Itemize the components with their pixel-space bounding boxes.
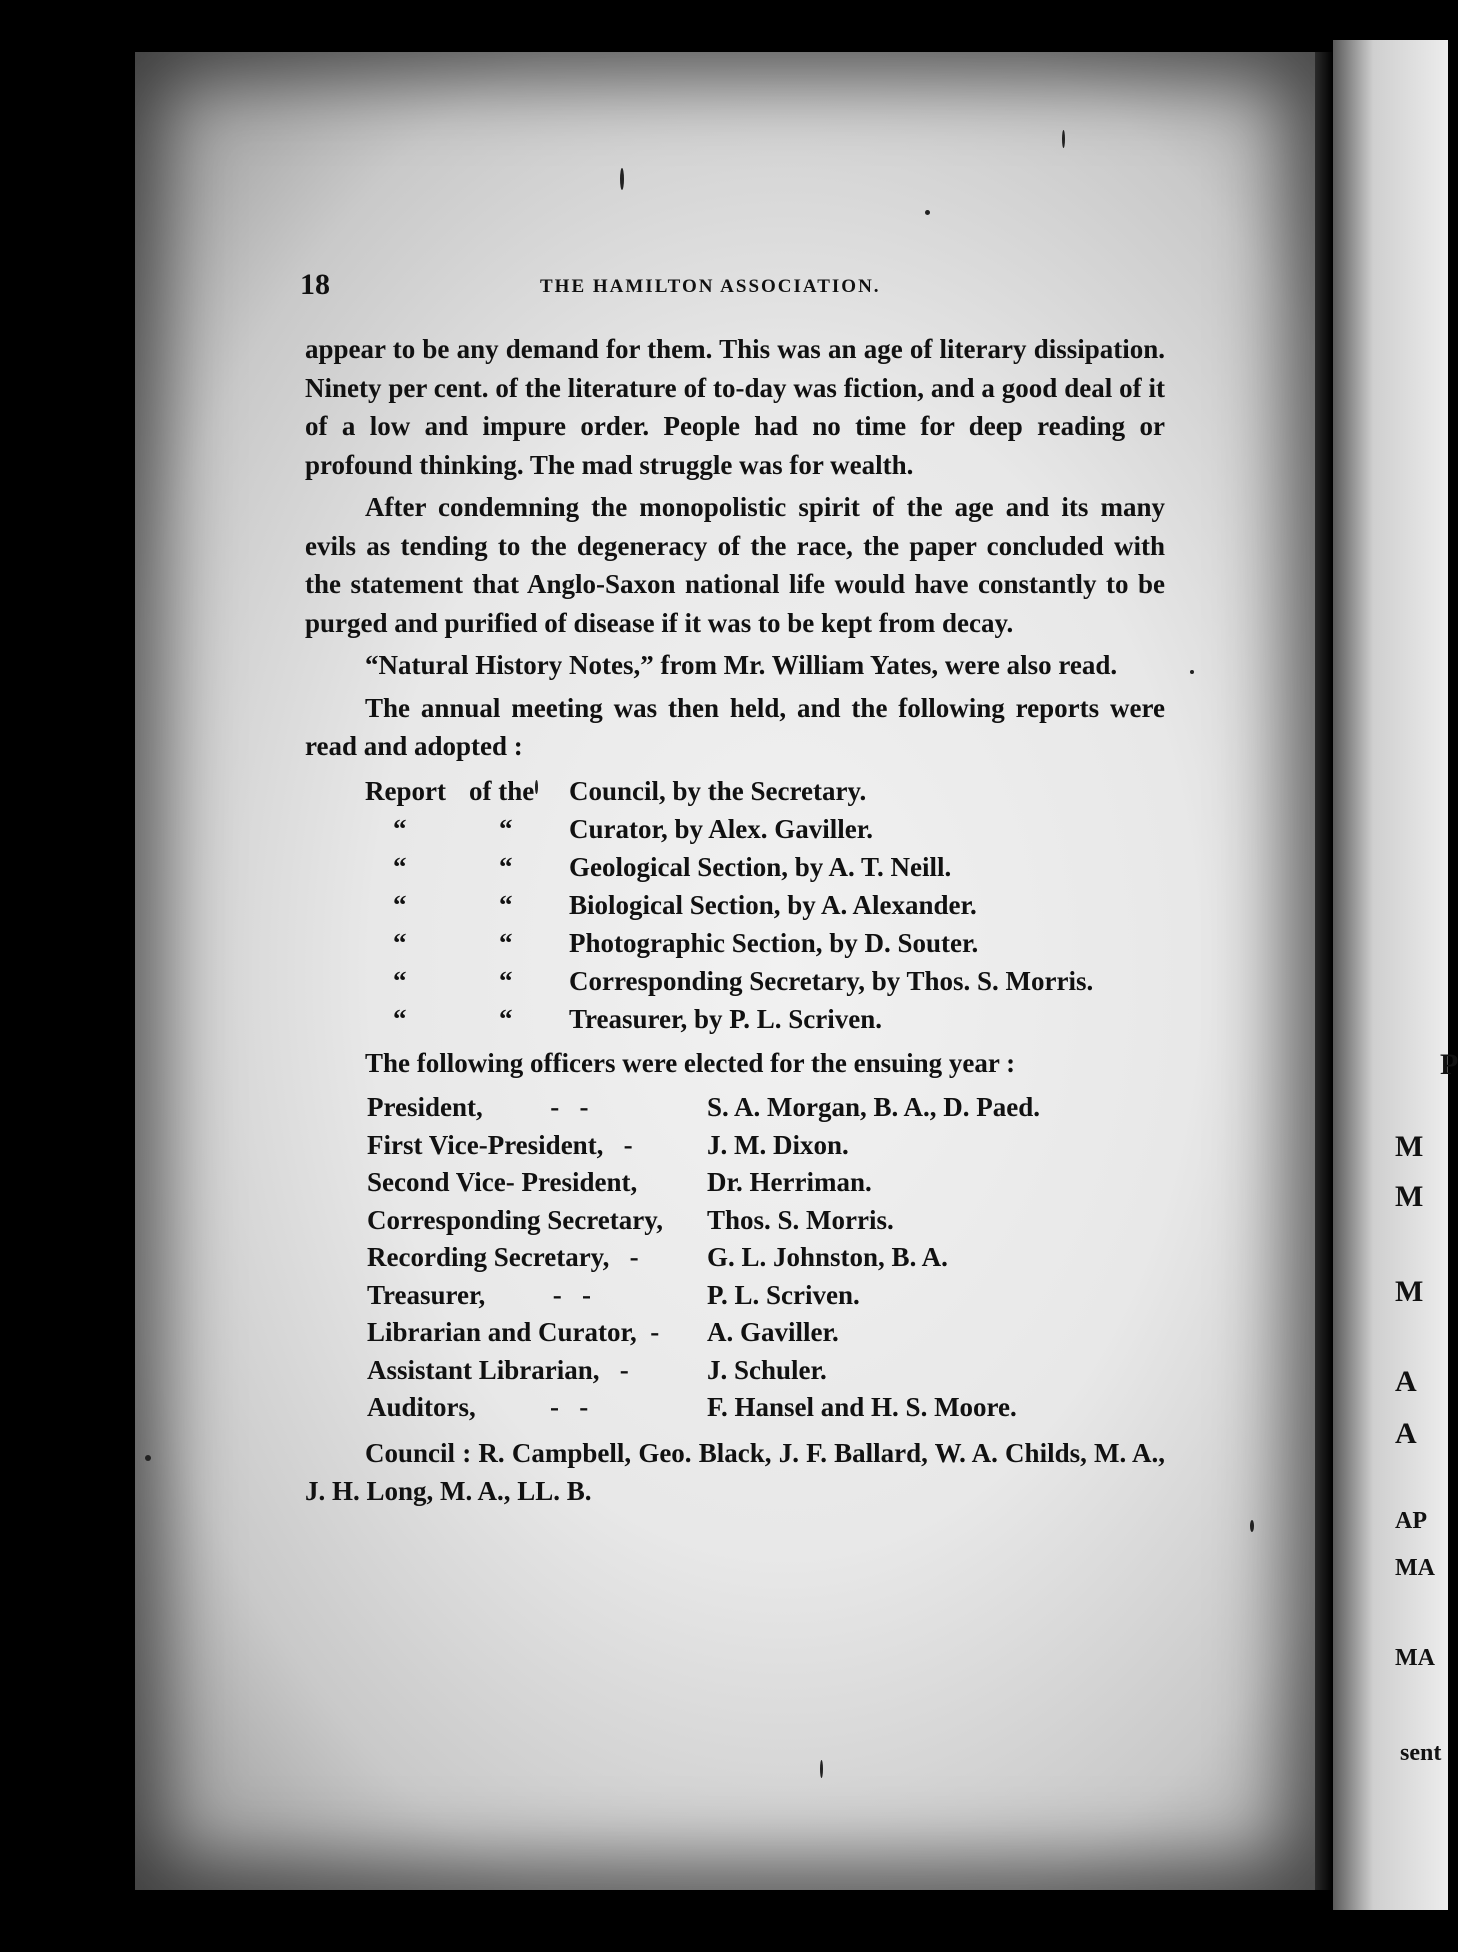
officer-title: Corresponding Secretary, xyxy=(367,1204,663,1235)
officer-row xyxy=(367,1388,1165,1426)
officer-name: F. Hansel and H. S. Moore. xyxy=(707,1392,1017,1422)
report-col-b: of the xyxy=(469,775,535,806)
officer-name: A. Gaviller. xyxy=(707,1317,839,1347)
report-row xyxy=(365,848,1165,886)
officer-name: G. L. Johnston, B. A. xyxy=(707,1242,948,1272)
paragraph: After condemning the monopolistic spirit of the age and its many evils as tending to the degeneracy of the race, the paper concluded with the statement that Anglo-Saxon national life would have constantly to be purged and purified of disease if it was to be kept from decay. xyxy=(305,492,1165,638)
report-col-c: Geological Section, by A. T. Neill. xyxy=(569,851,952,882)
officer-row xyxy=(367,1126,1165,1164)
report-row xyxy=(365,772,1165,810)
running-head: THE HAMILTON ASSOCIATION. xyxy=(540,276,881,297)
officer-title: President, - - xyxy=(367,1092,589,1122)
ditto-mark: “ xyxy=(393,813,407,844)
report-col-c: Photographic Section, by D. Souter. xyxy=(569,927,979,958)
edge-letter: MA xyxy=(1395,1555,1435,1581)
scan-speck xyxy=(620,168,624,190)
report-col-c: Curator, by Alex. Gaviller. xyxy=(569,813,874,844)
edge-letter: P xyxy=(1440,1048,1458,1081)
officer-row xyxy=(367,1313,1165,1351)
scan-speck xyxy=(1250,1520,1254,1532)
officer-name: J. M. Dixon. xyxy=(707,1129,849,1160)
report-col-a: Report xyxy=(365,775,446,806)
scan-speck xyxy=(1062,130,1065,148)
edge-letter: A xyxy=(1395,1417,1417,1450)
officer-title: Assistant Librarian, - xyxy=(367,1354,629,1385)
facing-page-edge xyxy=(1333,40,1448,1910)
ditto-mark: “ xyxy=(499,927,513,958)
edge-letter: M xyxy=(1395,1275,1424,1308)
officer-row xyxy=(367,1163,1165,1201)
officer-row xyxy=(367,1276,1165,1314)
officer-name: J. Schuler. xyxy=(707,1354,827,1385)
scan-speck xyxy=(145,1455,151,1461)
page-gutter xyxy=(1315,52,1333,1890)
edge-letter: AP xyxy=(1395,1508,1427,1534)
officer-title: Recording Secretary, - xyxy=(367,1242,639,1272)
edge-letter: M xyxy=(1395,1180,1424,1213)
paragraph: appear to be any demand for them. This was an age of literary dissipation. Ninety per cent. of the literature of to-day was fiction, and a good deal of it of a low and impure order. People had no time for deep reading or profound thinking. The mad struggle was for wealth. xyxy=(305,334,1165,480)
ditto-mark: “ xyxy=(393,1003,407,1034)
officer-title: Treasurer, - - xyxy=(367,1279,591,1310)
scan-speck xyxy=(1190,670,1194,674)
council-paragraph: Council : R. Campbell, Geo. Black, J. F. Ballard, W. A. Childs, M. A., J. H. Long, M. A., LL. B. xyxy=(305,1437,1165,1506)
ditto-mark: “ xyxy=(499,851,513,882)
page-header xyxy=(300,268,1170,308)
report-row xyxy=(365,924,1165,962)
ditto-mark: “ xyxy=(393,851,407,882)
reports-list xyxy=(365,772,1165,1038)
officer-row xyxy=(367,1201,1165,1239)
paragraph: “Natural History Notes,” from Mr. William Yates, were also read. xyxy=(365,650,1118,680)
officers-intro: The following officers were elected for the ensuing year : xyxy=(365,1047,1016,1078)
page-number: 18 xyxy=(300,268,330,301)
report-row xyxy=(365,962,1165,1000)
officer-row xyxy=(367,1088,1165,1126)
report-row xyxy=(365,886,1165,924)
paragraph: The annual meeting was then held, and the following reports were read and adopted : xyxy=(305,692,1165,761)
officers-table xyxy=(367,1088,1165,1426)
page-body xyxy=(305,330,1165,1538)
ditto-mark: “ xyxy=(499,813,513,844)
report-row xyxy=(365,810,1165,848)
officer-title: Librarian and Curator, - xyxy=(367,1317,660,1347)
report-col-c: Council, by the Secretary. xyxy=(569,775,867,806)
ditto-mark: “ xyxy=(393,927,407,958)
ditto-mark: “ xyxy=(393,965,407,996)
edge-letter: M xyxy=(1395,1130,1424,1163)
officer-name: P. L. Scriven. xyxy=(707,1279,860,1310)
ditto-mark: “ xyxy=(393,889,407,920)
officer-title: Auditors, - - xyxy=(367,1392,589,1422)
report-row xyxy=(365,1000,1165,1038)
officer-row xyxy=(367,1351,1165,1389)
officer-row xyxy=(367,1238,1165,1276)
ditto-mark: “ xyxy=(499,1003,513,1034)
report-col-c: Corresponding Secretary, by Thos. S. Morris. xyxy=(569,965,1094,996)
report-col-c: Biological Section, by A. Alexander. xyxy=(569,889,977,920)
officer-name: Dr. Herriman. xyxy=(707,1167,872,1197)
edge-letter: sent xyxy=(1400,1740,1442,1766)
scan-speck xyxy=(820,1760,823,1778)
officer-name: Thos. S. Morris. xyxy=(707,1204,894,1235)
scan-speck xyxy=(925,210,930,215)
ditto-mark: “ xyxy=(499,889,513,920)
scan-speck xyxy=(535,780,538,794)
edge-letter: MA xyxy=(1395,1645,1435,1671)
ditto-mark: “ xyxy=(499,965,513,996)
report-col-c: Treasurer, by P. L. Scriven. xyxy=(569,1003,883,1034)
edge-letter: A xyxy=(1395,1365,1417,1398)
officer-title: Second Vice- President, xyxy=(367,1167,638,1197)
officer-name: S. A. Morgan, B. A., D. Paed. xyxy=(707,1092,1041,1122)
officer-title: First Vice-President, - xyxy=(367,1129,633,1160)
